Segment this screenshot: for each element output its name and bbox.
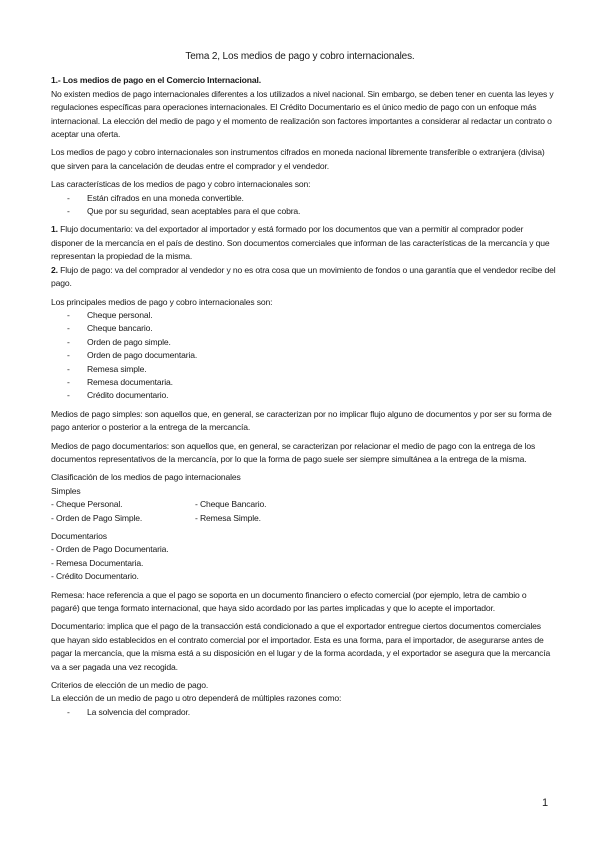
simples-row bbox=[51, 512, 556, 525]
criteria-intro: La elección de un medio de pago u otro dependerá de múltiples razones como: bbox=[51, 693, 342, 704]
simple-methods-definition: Medios de pago simples: son aquellos que, en general, se caracterizan por no implicar flujo alguno de documentos y por ser su forma de pago anterior o posterior a la entrega de la mercancía. bbox=[51, 408, 552, 433]
flow-payment bbox=[51, 264, 556, 291]
list-item: - Orden de pago simple. bbox=[51, 336, 556, 349]
simples-item: - Cheque Bancario. bbox=[195, 499, 267, 510]
documentarios-item: - Crédito Documentario. bbox=[51, 571, 139, 582]
flow-text: Flujo documentario: va del exportador al importador y está formado por los documentos que van a permitir al comprador poder disponer de la mercancía en el país de destino. Son documentos comerciales que informan de las características de la mercancía y que representan la propiedad de la misma. bbox=[51, 224, 550, 262]
flow-number: 1. bbox=[51, 224, 58, 235]
simples-label: Simples bbox=[51, 485, 81, 496]
list-item: - Remesa documentaria. bbox=[51, 376, 556, 389]
documentarios-item: - Orden de Pago Documentaria. bbox=[51, 544, 169, 555]
list-item: - Que por su seguridad, sean aceptables para el que cobra. bbox=[51, 205, 556, 218]
flow-text: Flujo de pago: va del comprador al vendedor y no es otra cosa que un movimiento de fondos o una garantía que el vendedor recibe del pago. bbox=[51, 264, 556, 289]
list-item: - La solvencia del comprador. bbox=[51, 706, 556, 719]
flow-number: 2. bbox=[51, 264, 58, 275]
main-methods bbox=[51, 296, 556, 403]
list-item: - Cheque bancario. bbox=[51, 322, 556, 335]
characteristics bbox=[51, 178, 556, 218]
remesa-definition: Remesa: hace referencia a que el pago se soporta en un documento financiero o efecto comercial (por ejemplo, letra de cambio o pagaré) que tenga formato internacional, que haya sido acordado por las partes implicadas y que lo acepte el importador. bbox=[51, 589, 527, 614]
simples-item: - Orden de Pago Simple. bbox=[51, 512, 143, 523]
documentarios-item: - Remesa Documentaria. bbox=[51, 557, 144, 568]
simples-item: - Cheque Personal. bbox=[51, 499, 123, 510]
classification-heading: Clasificación de los medios de pago internacionales bbox=[51, 472, 241, 483]
flows bbox=[51, 223, 556, 290]
simples-item: - Remesa Simple. bbox=[195, 512, 261, 523]
documentary-methods-definition: Medios de pago documentarios: son aquellos que, en general, se caracterizan por relacionar el medio de pago con la entrega de los documentos representativos de la mercancía, por lo que la forma de pago suele ser siempre simultánea a la entrega de la misma. bbox=[51, 440, 536, 464]
classification bbox=[51, 471, 556, 588]
list-item: - Cheque personal. bbox=[51, 309, 556, 322]
simples-row bbox=[51, 498, 556, 511]
list-item: - Crédito documentario. bbox=[51, 389, 556, 402]
page-content bbox=[51, 50, 556, 724]
criteria-list bbox=[51, 706, 556, 719]
page-number: 1 bbox=[542, 797, 549, 809]
document-title: Tema 2, Los medios de pago y cobro internacionales. bbox=[185, 51, 415, 62]
section-1 bbox=[51, 74, 556, 141]
list-item: - Orden de pago documentaria. bbox=[51, 349, 556, 362]
characteristics-list bbox=[51, 192, 556, 219]
list-item: - Remesa simple. bbox=[51, 363, 556, 376]
documentario-definition: Documentario: implica que el pago de la transacción está condicionado a que el exportador entregue ciertos documentos comerciales que hayan sido establecidos en el contrato comercial por el importador. Esta es una forma, para el importador, de asegurarse antes de pagar la mercancía, que la misma está a su disposición en el lugar y de la forma acordada, y el exportador se asegura que la mercancía va a ser pagada una vez recogida. bbox=[51, 621, 551, 672]
definition-paragraph: Los medios de pago y cobro internacionales son instrumentos cifrados en moneda nacional libremente transferible o extranjera (divisa) que sirven para la cancelación de deudas entre el comprador y el vendedor. bbox=[51, 147, 545, 171]
list-item: - Están cifrados en una moneda convertible. bbox=[51, 192, 556, 205]
criteria-heading: Criterios de elección de un medio de pago. bbox=[51, 680, 209, 691]
main-methods-list bbox=[51, 309, 556, 403]
flow-documentary bbox=[51, 223, 556, 263]
main-methods-intro: Los principales medios de pago y cobro internacionales son: bbox=[51, 296, 273, 307]
criteria bbox=[51, 679, 556, 719]
characteristics-intro: Las características de los medios de pago y cobro internacionales son: bbox=[51, 179, 311, 190]
section-1-heading: 1.- Los medios de pago en el Comercio Internacional. bbox=[51, 75, 261, 86]
section-1-paragraph: No existen medios de pago internacionales diferentes a los utilizados a nivel nacional. Sin embargo, se deben tener en cuenta las leyes y regulaciones específicas para operaciones internacionales. El Crédito Documentario es el único medio de pago con un enfoque más internacional. La elección del medio de pago y el momento de realización son factores importantes a considerar al redactar un contrato o aceptar una oferta. bbox=[51, 88, 554, 140]
documentarios-label: Documentarios bbox=[51, 531, 107, 541]
